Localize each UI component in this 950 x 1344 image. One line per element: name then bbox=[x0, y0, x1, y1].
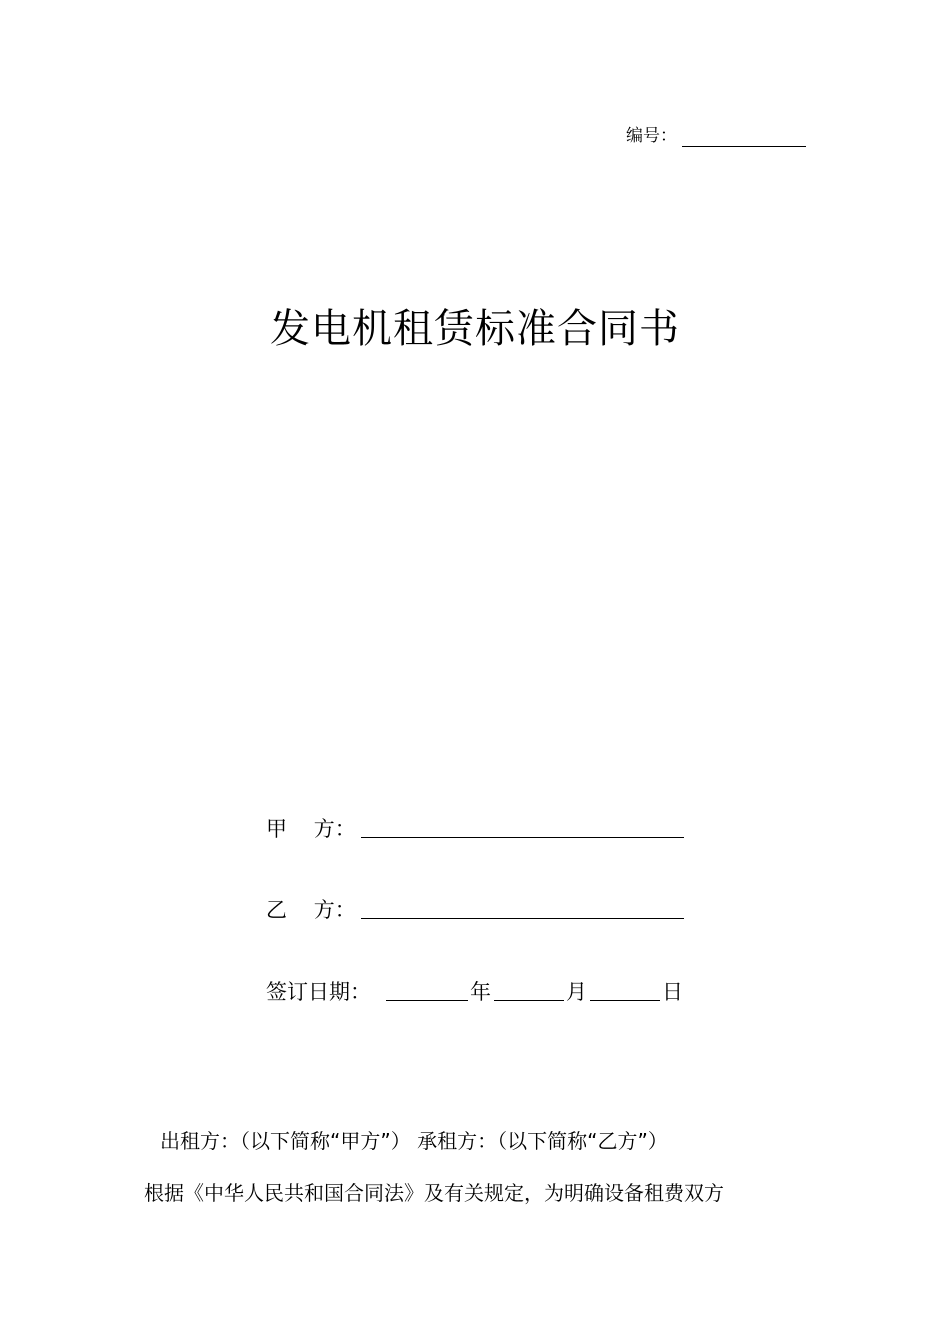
contract-number-label: 编号： bbox=[626, 126, 677, 146]
party-a-blank[interactable] bbox=[361, 837, 684, 838]
sign-day-blank[interactable] bbox=[590, 1000, 660, 1001]
year-label: 年 bbox=[470, 980, 491, 1004]
body-line-basis: 根据《中华人民共和国合同法》及有关规定，为明确设备租费双方 bbox=[144, 1181, 724, 1205]
sign-date-label: 签订日期： bbox=[266, 980, 371, 1004]
day-label: 日 bbox=[662, 980, 683, 1004]
party-b-label: 乙 方： bbox=[266, 898, 356, 922]
page-title: 发电机租赁标准合同书 bbox=[270, 306, 680, 352]
sign-month-blank[interactable] bbox=[494, 1000, 564, 1001]
body-line-parties: 出租方：（以下简称“甲方”） 承租方：（以下简称“乙方”） bbox=[160, 1129, 668, 1153]
sign-year-blank[interactable] bbox=[386, 1000, 468, 1001]
party-b-blank[interactable] bbox=[361, 918, 684, 919]
contract-number-blank[interactable] bbox=[682, 146, 806, 147]
month-label: 月 bbox=[566, 980, 587, 1004]
party-a-label: 甲 方： bbox=[266, 817, 356, 841]
